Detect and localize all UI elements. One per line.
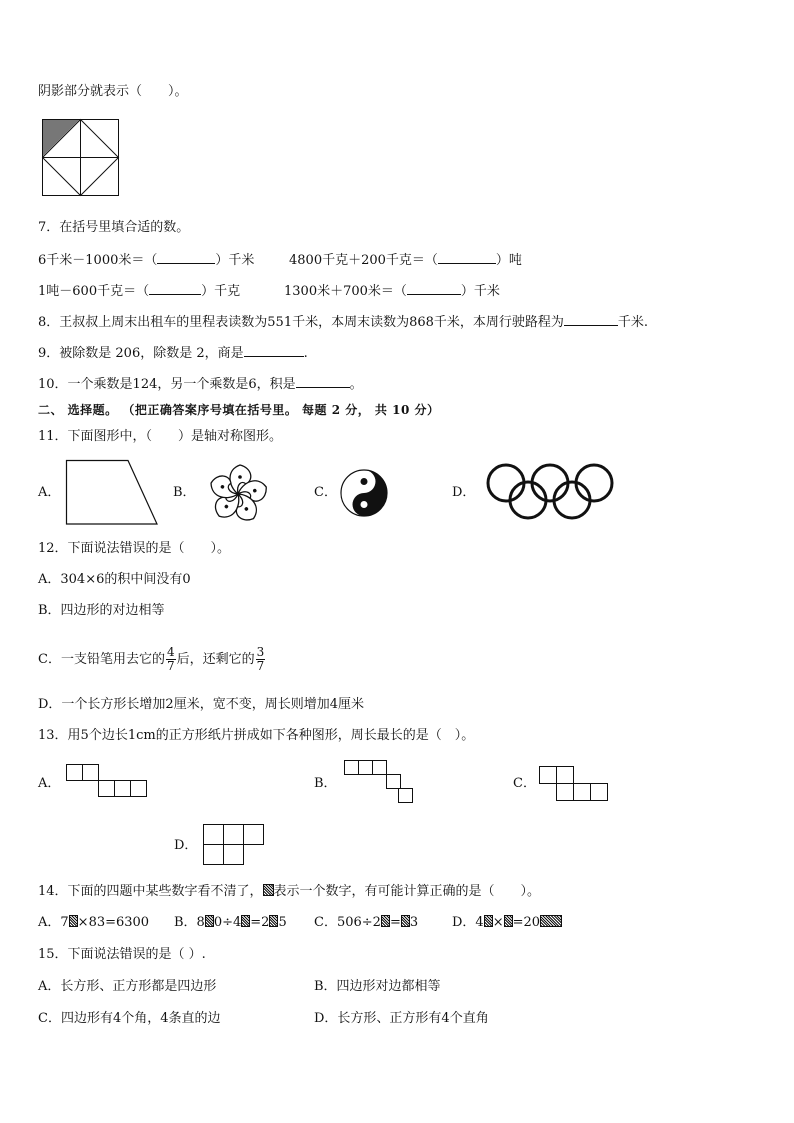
q7-expr-1: 6千米－1000米＝（	[38, 253, 158, 268]
q7-expr-3: 1吨－600千克＝（	[38, 284, 150, 299]
numerator: 4	[166, 645, 175, 659]
q14-title	[38, 884, 540, 900]
squares-shape-d	[203, 824, 269, 866]
denominator: 7	[166, 659, 175, 673]
q14-d-part: D．4	[452, 915, 484, 930]
q14-a-part: A．7	[38, 915, 69, 930]
q10-line	[38, 375, 363, 393]
q11-option-a-label[interactable]: A．	[38, 485, 61, 500]
bauhinia-flower-figure	[203, 463, 273, 525]
q14-c-part: 3	[409, 915, 419, 930]
q14-option-c[interactable]	[314, 915, 418, 931]
smudged-digit-icon	[263, 884, 274, 896]
q14-a-part: ×83=6300	[77, 915, 150, 930]
trapezoid-figure	[66, 460, 158, 525]
q9-text: 9．被除数是 206，除数是 2，商是	[38, 346, 244, 361]
q7-row2-left	[38, 282, 240, 300]
q12-option-a[interactable]: A．304×6的积中间没有0	[38, 572, 191, 587]
answer-blank[interactable]	[149, 282, 201, 295]
q7-unit-3: ）千克	[201, 284, 241, 299]
q13-title: 13．用5个边长1cm的正方形纸片拼成如下各种图形，周长最长的是（ ）。	[38, 728, 475, 743]
q10-end: 。	[349, 377, 363, 392]
q7-unit-2: ）吨	[495, 253, 522, 268]
yin-yang-figure	[340, 469, 388, 517]
smudged-digit-icon	[484, 915, 493, 927]
q11-option-d-label[interactable]: D．	[452, 485, 476, 500]
q11-option-b-label[interactable]: B．	[173, 485, 196, 500]
q7-title: 7．在括号里填合适的数。	[38, 220, 190, 235]
q7-expr-4: 1300米＋700米＝（	[284, 284, 407, 299]
smudged-digit-icon	[241, 915, 250, 927]
q7-unit-4: ）千米	[460, 284, 500, 299]
squares-shape-a	[66, 764, 150, 800]
q12-c-text-2: 后，还剩它的	[176, 652, 255, 667]
answer-blank[interactable]	[296, 375, 350, 388]
olympic-rings-figure	[486, 463, 616, 521]
q6-text: 阴影部分就表示（ ）。	[38, 84, 188, 99]
q15-option-d[interactable]: D．长方形、正方形有4个直角	[314, 1011, 489, 1026]
q10-text: 10．一个乘数是124，另一个乘数是6，积是	[38, 377, 296, 392]
q13-option-b-label[interactable]: B．	[314, 776, 337, 791]
answer-blank[interactable]	[244, 344, 304, 357]
q12-title: 12．下面说法错误的是（ ）。	[38, 541, 231, 556]
answer-blank[interactable]	[564, 313, 618, 326]
q14-b-part: 0÷4	[213, 915, 242, 930]
section-title: 二、 选择题。 （把正确答案序号填在括号里。 每题 2 分， 共 10 分）	[38, 403, 440, 417]
q15-title: 15．下面说法错误的是（ ）.	[38, 947, 206, 962]
q14-title-text-end: 表示一个数字，有可能计算正确的是（ ）。	[273, 884, 541, 899]
smudged-digit-icon	[205, 915, 214, 927]
q7-row1-right	[289, 251, 522, 269]
q6-square-figure	[42, 119, 120, 197]
answer-blank[interactable]	[438, 251, 496, 264]
q15-option-a[interactable]: A．长方形、正方形都是四边形	[38, 979, 217, 994]
q13-option-d-label[interactable]: D．	[174, 838, 198, 853]
q9-end: .	[303, 346, 308, 361]
q7-row1-left	[38, 251, 254, 269]
q7-unit-1: ）千米	[215, 253, 255, 268]
q13-option-a-label[interactable]: A．	[38, 776, 61, 791]
q8-unit: 千米.	[617, 315, 649, 330]
answer-blank[interactable]	[407, 282, 461, 295]
q15-option-c[interactable]: C．四边形有4个角，4条直的边	[38, 1011, 221, 1026]
smudged-digit-icon	[401, 915, 410, 927]
q14-b-part: =2	[250, 915, 270, 930]
q14-c-part: =	[389, 915, 401, 930]
q13-option-c-label[interactable]: C．	[513, 776, 536, 791]
q14-option-b[interactable]	[174, 915, 287, 931]
q9-line	[38, 344, 308, 362]
q12-c-text-1: C．一支铅笔用去它的	[38, 652, 165, 667]
smudged-digit-icon	[540, 915, 562, 927]
squares-shape-c	[539, 766, 611, 802]
q7-expr-2: 4800千克＋200千克＝（	[289, 253, 438, 268]
numerator: 3	[256, 645, 265, 659]
q14-c-part: C．506÷2	[314, 915, 381, 930]
smudged-digit-icon	[69, 915, 78, 927]
fraction-four-sevenths	[166, 646, 176, 673]
q14-option-d[interactable]	[452, 915, 562, 931]
smudged-digit-icon	[504, 915, 513, 927]
q14-option-a[interactable]	[38, 915, 149, 931]
denominator: 7	[256, 659, 265, 673]
answer-blank[interactable]	[157, 251, 215, 264]
q15-option-b[interactable]: B．四边形对边都相等	[314, 979, 441, 994]
q12-option-d[interactable]: D．一个长方形长增加2厘米，宽不变，周长则增加4厘米	[38, 697, 364, 712]
q14-d-part: ×	[492, 915, 504, 930]
q8-line	[38, 313, 648, 331]
q8-text: 8．王叔叔上周末出租车的里程表读数为551千米，本周末读数为868千米，本周行驶路程为	[38, 315, 564, 330]
q11-option-c-label[interactable]: C．	[314, 485, 337, 500]
q12-option-b[interactable]: B．四边形的对边相等	[38, 603, 165, 618]
fraction-three-sevenths	[256, 646, 266, 673]
q7-row2-right	[284, 282, 500, 300]
q11-title: 11．下面图形中，（ ）是轴对称图形。	[38, 429, 283, 444]
q14-b-part: B．8	[174, 915, 205, 930]
q12-option-c[interactable]	[38, 640, 266, 680]
q14-d-part: =20	[512, 915, 541, 930]
squares-shape-b	[344, 760, 416, 804]
q14-b-part: 5	[278, 915, 287, 930]
smudged-digit-icon	[381, 915, 390, 927]
q14-title-text: 14．下面的四题中某些数字看不清了，	[38, 884, 263, 899]
